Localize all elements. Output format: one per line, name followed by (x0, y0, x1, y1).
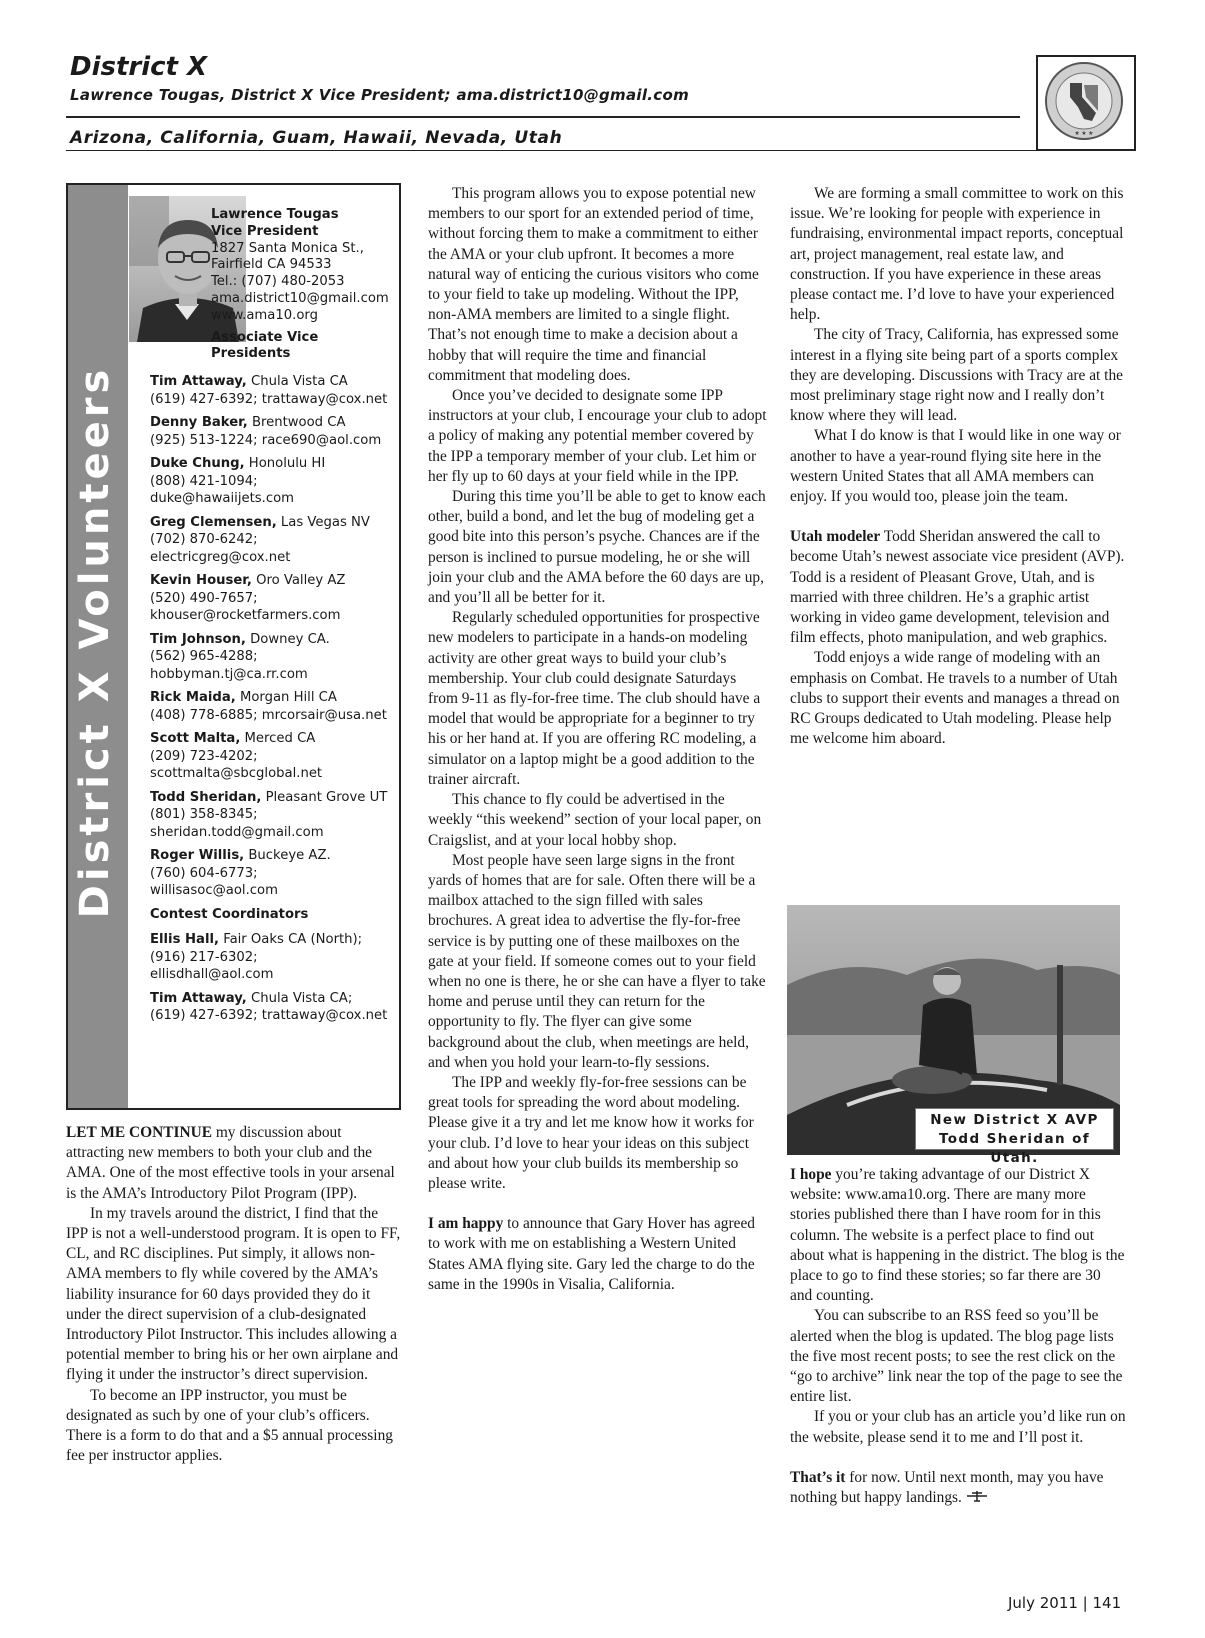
avp-heading-line1: Associate Vice (211, 329, 319, 345)
vp-website: www.ama10.org (211, 307, 318, 323)
list-item: Greg Clemensen, Las Vegas NV (702) 870-6242; electricgreg@cox.net (150, 514, 370, 565)
header-rule-bottom (66, 150, 1041, 151)
vp-line: Lawrence Tougas, District X Vice President; ama.district10@gmail.com (70, 86, 690, 104)
column-3-bottom (790, 1165, 1126, 1509)
list-item: Tim Attaway, Chula Vista CA; (619) 427-6392; trattaway@cox.net (150, 990, 388, 1023)
list-item: Scott Malta, Merced CA (209) 723-4202; scottmalta@sbcglobal.net (150, 731, 323, 781)
list-item: Rick Maida, Morgan Hill CA (408) 778-6885; mrcorsair@usa.net (150, 690, 387, 723)
caption-line2: Todd Sheridan of Utah. (938, 1131, 1091, 1166)
list-item: Duke Chung, Honolulu HI (808) 421-1094; duke@hawaiijets.com (150, 456, 326, 506)
paragraph: This program allows you to expose potential new members to our sport for an extended period of time, without forcing them to make a commitment to either the AMA or your club upfront. It becomes a more natural way of enticing the curious visitors who come to your field to take up modeling. Without the IPP, non-AMA members are limited to a single flight. That’s not enough time to make a decision about a hobby that will require the time and financial commitment that modeling does. (428, 185, 759, 384)
volunteer-list (150, 373, 405, 1031)
vp-contact-card (211, 207, 401, 363)
caption-line1: New District X AVP (930, 1112, 1099, 1128)
paragraph: That’s it for now. Until next month, may you have nothing but happy landings. (790, 1468, 1126, 1509)
avp-heading-line2: Presidents (211, 346, 291, 362)
list-item: Kevin Houser, Oro Valley AZ (520) 490-7657; khouser@rocketfarmers.com (150, 573, 346, 623)
end-mark-icon (966, 1488, 988, 1508)
states-line: Arizona, California, Guam, Hawaii, Nevada, Utah (70, 128, 563, 148)
svg-text:★ ★ ★: ★ ★ ★ (1074, 131, 1094, 137)
list-item: Ellis Hall, Fair Oaks CA (North); (916) 217-6302; ellisdhall@aol.com (150, 932, 363, 982)
paragraph: Most people have seen large signs in the front yards of homes that are for sale. Often there will be a mailbox attached to the sign filled with sales brochures. A great idea to advertise the fly-for-free service is by putting one of these mailboxes on the gate at your field. If someone comes out to your field when no one is there, he or she can have a flyer to take home and peruse until they can return for the opportunity to fly. The flyer can give some background about the club, when meetings are held, and when you hold your learn-to-fly sessions. (428, 851, 766, 1071)
paragraph: I hope you’re taking advantage of our District X website: www.ama10.org. There are many more stories published there than I have room for in this column. The website is a perfect place to find out about what is happening in the district. The blog is the place to go to find these stories; so far there are 30 and counting. (790, 1166, 1125, 1305)
paragraph: Todd enjoys a wide range of modeling with an emphasis on Combat. He travels to a number of Utah clubs to support their events and manages a thread on RC Groups dedicated to Utah modeling. Please help me welcome him aboard. (790, 649, 1120, 748)
page-folio: July 2011 | 141 (1008, 1594, 1122, 1612)
paragraph: To become an IPP instructor, you must be designated as such by one of your club’s officers. There is a form to do that and a $5 annual processing fee per instructor applies. (66, 1386, 393, 1465)
paragraph: This chance to fly could be advertised in the weekly “this weekend” section of your local paper, on Craigslist, and at your local hobby shop. (428, 791, 762, 849)
photo-caption (915, 1108, 1114, 1166)
vp-tel: Tel.: (707) 480-2053 (211, 274, 345, 290)
column-2 (428, 184, 768, 1295)
paragraph: Utah modeler Todd Sheridan answered the call to become Utah’s newest associate vice president (AVP). Todd is a resident of Pleasant Grove, Utah, and is married with three children. He’s a graphic artist working in video game development, television and film effects, photo manipulation, and web graphics. (790, 528, 1125, 647)
paragraph: The IPP and weekly fly-for-free sessions can be great tools for spreading the word about modeling. Please give it a try and let me know how it works for your club. I’d love to hear your ideas on this subject and about how your club builds its membership so please write. (428, 1073, 754, 1192)
list-item: Todd Sheridan, Pleasant Grove UT (801) 358-8345; sheridan.todd@gmail.com (150, 789, 388, 840)
list-item: Roger Willis, Buckeye AZ. (760) 604-6773; willisasoc@aol.com (150, 848, 331, 898)
sidebar-band (68, 185, 128, 1108)
volunteers-sidebar (66, 183, 401, 1110)
column-3-top (790, 184, 1126, 749)
paragraph: You can subscribe to an RSS feed so you’ll be alerted when the blog is updated. The blog page lists the five most recent posts; to see the rest click on the “go to archive” link near the top of the page to see the entire list. (790, 1307, 1123, 1406)
list-item: Tim Attaway, Chula Vista CA (619) 427-6392; trattaway@cox.net (150, 374, 388, 407)
column-1 (66, 1123, 402, 1466)
paragraph: If you or your club has an article you’d like run on the website, please send it to me and I’ll post it. (790, 1408, 1126, 1446)
paragraph: We are forming a small committee to work on this issue. We’re looking for people with experience in fundraising, environmental impact reports, conceptual art, project management, real estate law, and construction. If you have experience in these areas please contact me. I’d love to have your experienced help. (790, 185, 1124, 324)
list-item: Tim Johnson, Downey CA. (562) 965-4288; hobbyman.tj@ca.rr.com (150, 631, 330, 682)
vp-address-line1: 1827 Santa Monica St., (211, 240, 364, 256)
vp-email: ama.district10@gmail.com (211, 290, 389, 306)
sidebar-band-title: District X Volunteers (72, 365, 118, 919)
vp-name: Lawrence Tougas (211, 207, 339, 222)
paragraph: During this time you’ll be able to get to know each other, build a bond, and let the bug of modeling get a good bite into this person’s psyche. Chances are if the person is inclined to pursue modeling, he or she will join your club and the AMA before the 60 days are up, and you’ll all be better for it. (428, 488, 766, 607)
contest-coordinators-heading: Contest Coordinators (150, 906, 309, 922)
district-logo (1036, 55, 1136, 151)
page-title: District X (70, 52, 208, 82)
header-rule (66, 116, 1020, 118)
list-item: Denny Baker, Brentwood CA (925) 513-1224; race690@aol.com (150, 415, 382, 448)
paragraph: In my travels around the district, I find that the IPP is not a well-understood program. It is open to FF, CL, and RC disciplines. Put simply, it allows non-AMA members to fly while covered by the AMA’s liability insurance for 60 days provided they do it under the direct supervision of a club-designated Introductory Pilot Instructor. This includes allowing a potential member to bring his or her own airplane and flying it under the instructor’s direct supervision. (66, 1204, 401, 1384)
vp-address-line2: Fairfield CA 94533 (211, 257, 332, 273)
paragraph: LET ME CONTINUE my discussion about attracting new members to both your club and the AMA. One of the most effective tools in your arsenal is the AMA’s Introductory Pilot Program (IPP). (66, 1124, 395, 1202)
paragraph: Regularly scheduled opportunities for prospective new modelers to participate in a hands-on modeling activity are other great ways to build your club’s membership. Your club could designate Saturdays from 9-11 as fly-for-free time. The club should have a model that would be appropriate for a beginner to try his or her hand at. If you are offering RC modeling, a simulator on a laptop might be a good addition to the trainer aircraft. (428, 609, 761, 788)
paragraph: The city of Tracy, California, has expressed some interest in a flying site being part of a sports complex they are developing. Discussions with Tracy are at the most preliminary stage right now and I really don’t know where they will lead. (790, 326, 1123, 425)
vp-role: Vice President (211, 223, 319, 239)
paragraph: What I do know is that I would like in one way or another to have a year-round flying site here in the western United States that all AMA members can enjoy. If you would too, please join the team. (790, 427, 1121, 506)
paragraph: Once you’ve decided to designate some IPP instructors at your club, I encourage your club to adopt a policy of making any potential member covered by the IPP a temporary member of your club. Let him or her fly up to 60 days at your field while in the IPP. (428, 387, 767, 485)
paragraph: I am happy to announce that Gary Hover has agreed to work with me on establishing a Western United States AMA flying site. Gary led the charge to do the same in the 1990s in Visalia, California. (428, 1215, 755, 1293)
